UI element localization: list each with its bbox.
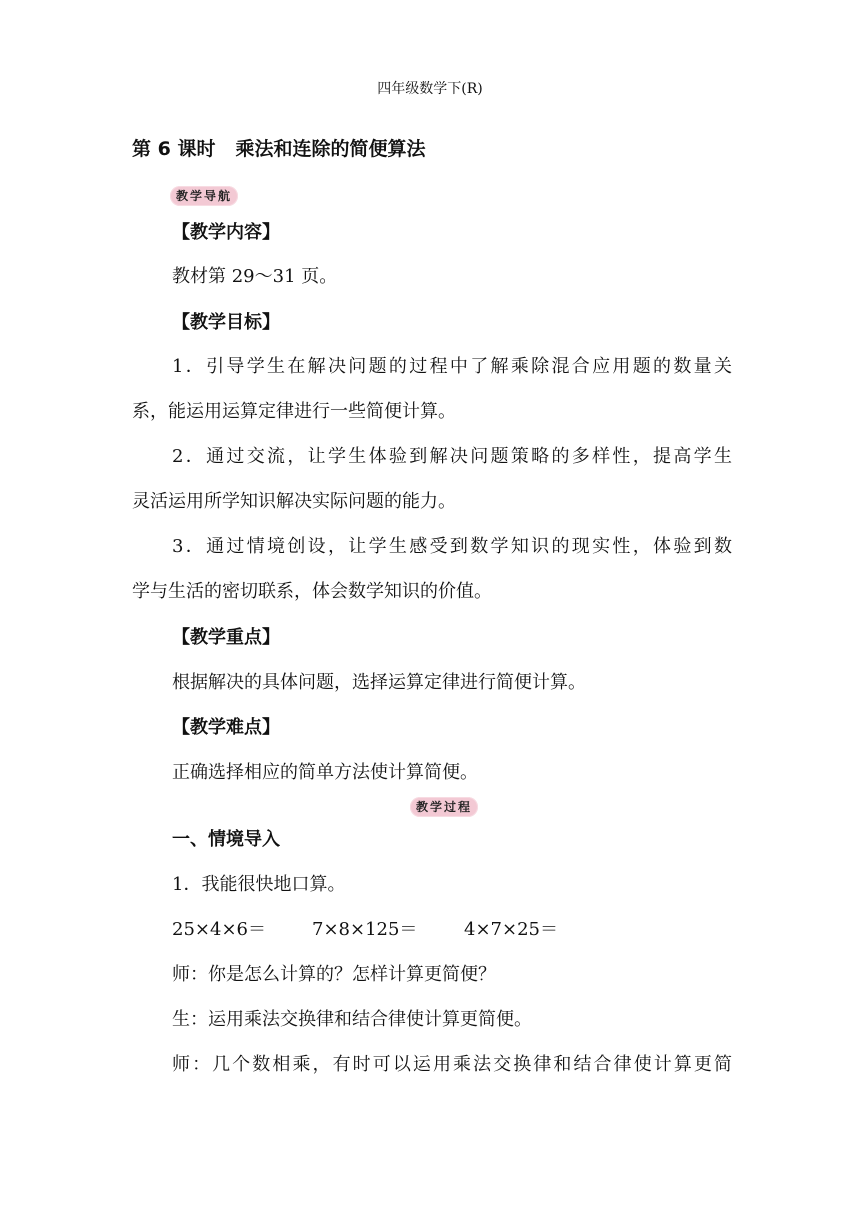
difficulty-heading: 【教学难点】 [172,717,280,738]
key-points-heading: 【教学重点】 [172,627,280,648]
page-header: 四年级数学下(R) [377,81,483,97]
teaching-process-badge: 教学过程 [410,797,478,817]
teacher-question: 师：你是怎么计算的？怎样计算更简便？ [172,964,496,985]
expression-2: 7×8×125＝ [312,919,418,940]
lesson-title [132,134,425,161]
student-answer: 生：运用乘法交换律和结合律使计算更简便。 [172,1009,532,1030]
difficulty-text: 正确选择相应的简单方法使计算简便。 [172,762,478,783]
expression-3: 4×7×25＝ [464,919,558,940]
goal-1-line-2: 系，能运用运算定律进行一些简便计算。 [132,401,456,422]
part-1-heading: 一、情境导入 [172,829,280,850]
lesson-number: 第 6 课时 [132,138,216,160]
key-points-text: 根据解决的具体问题，选择运算定律进行简便计算。 [172,672,586,693]
goals-heading: 【教学目标】 [172,312,280,333]
expression-row [172,916,772,944]
goal-2-line-1: 2．通过交流，让学生体验到解决问题策略的多样性，提高学生 [172,446,732,467]
teaching-nav-badge: 教学导航 [170,186,238,206]
goal-1-line-1: 1．引导学生在解决问题的过程中了解乘除混合应用题的数量关 [172,356,732,377]
goal-2-line-2: 灵活运用所学知识解决实际问题的能力。 [132,491,456,512]
content-heading: 【教学内容】 [172,222,280,243]
content-text: 教材第 29～31 页。 [172,266,338,287]
item-1-text: 1．我能很快地口算。 [172,874,346,895]
lesson-name: 乘法和连除的简便算法 [235,138,426,160]
teacher-statement: 师：几个数相乘，有时可以运用乘法交换律和结合律使计算更简 [172,1054,732,1075]
goal-3-line-2: 学与生活的密切联系，体会数学知识的价值。 [132,581,492,602]
expression-1: 25×4×6＝ [172,919,266,940]
goal-3-line-1: 3．通过情境创设，让学生感受到数学知识的现实性，体验到数 [172,536,732,557]
